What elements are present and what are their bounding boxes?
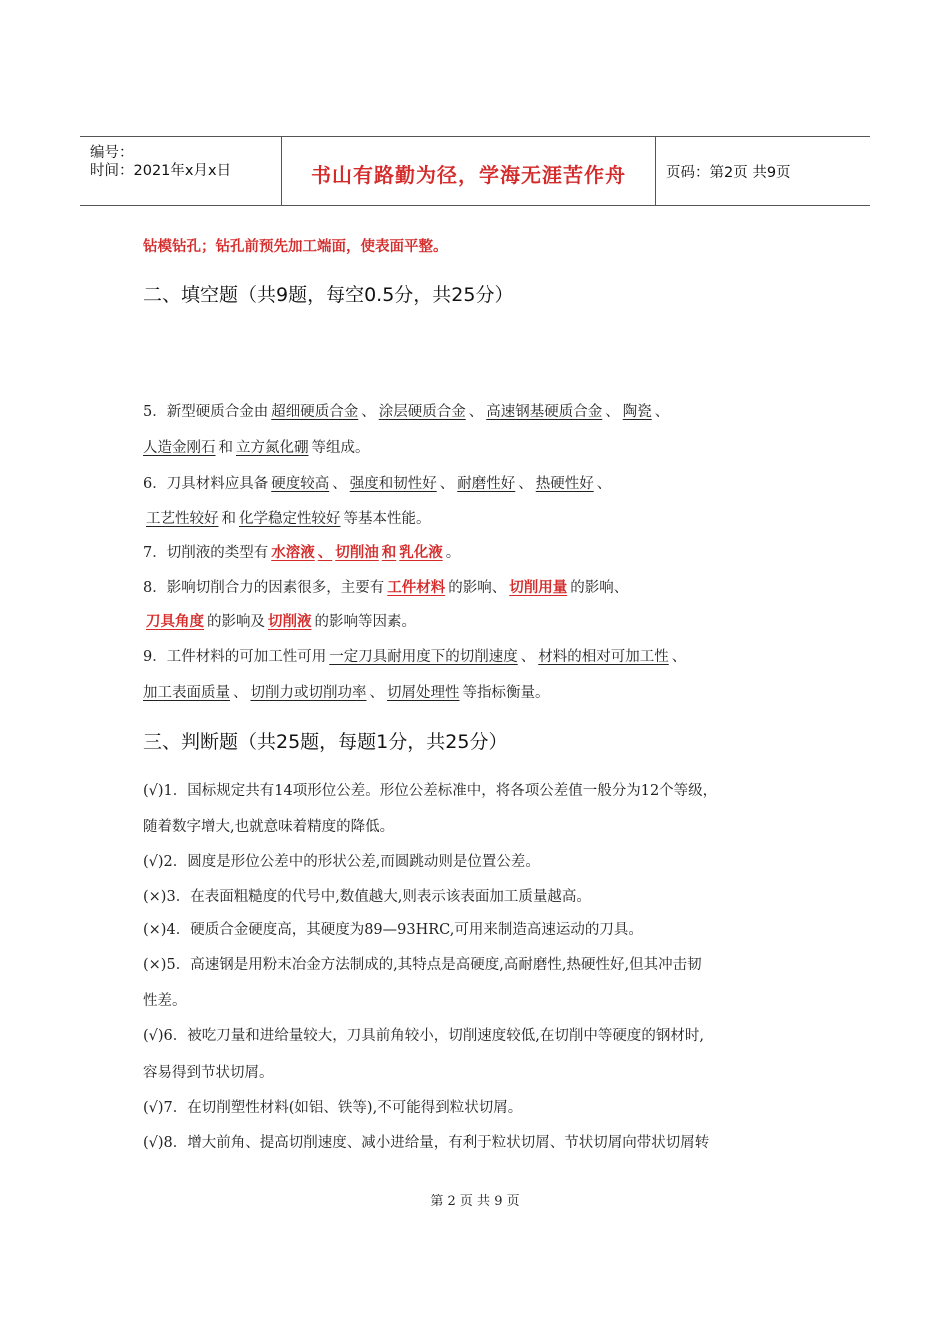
number-label: 编号：	[90, 145, 134, 161]
q8-line-1: 8．影响切削合力的因素很多，主要有 工件材料 的影响、 切削用量 的影响、	[143, 580, 629, 596]
q6-line-1: 6．刀具材料应具备 硬度较高 、 强度和韧性好 、 耐磨性好 、 热硬性好 、	[143, 476, 612, 492]
q7-answer-2: 切削油	[335, 545, 379, 561]
q7-answer-1: 水溶液	[271, 545, 315, 561]
q9-answer-4: 切削力或切削功率	[250, 685, 367, 701]
q8-line-2: 刀具角度 的影响及 切削液 的影响等因素。	[143, 610, 416, 631]
time-label: 时间：2021年x月x日	[90, 163, 232, 179]
judgement-line: (√)7．在切削塑性材料(如铝、铁等),不可能得到粒状切屑。	[143, 1100, 523, 1116]
q9-answer-2: 材料的相对可加工性	[538, 649, 669, 665]
judgement-line: 性差。	[143, 993, 187, 1009]
q6-answer-5: 工艺性较好	[146, 511, 219, 527]
judgement-line: (×)4．硬质合金硬度高，其硬度为89—93HRC,可用来制造高速运动的刀具。	[143, 922, 643, 938]
q8-answer-3: 刀具角度	[146, 614, 204, 630]
header-meta-cell	[80, 137, 280, 205]
q5-answer-2: 涂层硬质合金	[378, 404, 466, 420]
judgement-line: (×)5．高速钢是用粉末冶金方法制成的,其特点是高硬度,高耐磨性,热硬性好,但其冲击韧	[143, 957, 702, 973]
q5-answer-1: 超细硬质合金	[271, 404, 359, 420]
judgement-line: 随着数字增大,也就意味着精度的降低。	[143, 819, 395, 835]
q6-answer-4: 热硬性好	[535, 476, 594, 492]
q9-answer-1: 一定刀具耐用度下的切削速度	[329, 649, 518, 665]
section-2-title: 二、填空题（共9题，每空0.5分，共25分）	[143, 284, 514, 306]
q6-line-2: 工艺性较好 和 化学稳定性较好 等基本性能。	[143, 507, 431, 528]
judgement-line: (√)6．被吃刀量和进给量较大，刀具前角较小，切削速度较低,在切削中等硬度的钢材时,	[143, 1028, 704, 1044]
q8-answer-4: 切削液	[268, 614, 312, 630]
q6-answer-3: 耐磨性好	[457, 476, 516, 492]
q9-answer-3: 加工表面质量	[143, 685, 230, 701]
q5-line-1: 5．新型硬质合金由 超细硬质合金 、 涂层硬质合金 、 高速钢基硬质合金 、 陶瓷 、	[143, 404, 670, 420]
header-motto-cell	[281, 137, 656, 205]
q9-line-2: 加工表面质量 、 切削力或切削功率 、 切屑处理性 等指标衡量。	[143, 685, 550, 701]
header-page-cell	[656, 137, 870, 205]
q9-line-1: 9．工件材料的可加工性可用 一定刀具耐用度下的切削速度 、 材料的相对可加工性 、	[143, 649, 687, 665]
q5-answer-5: 人造金刚石	[143, 440, 216, 456]
judgement-line: (√)2．圆度是形位公差中的形状公差,而圆跳动则是位置公差。	[143, 854, 540, 870]
q6-answer-1: 硬度较高	[271, 476, 330, 492]
q5-answer-6: 立方氮化硼	[236, 440, 309, 456]
q7-answer-3: 乳化液	[399, 545, 443, 561]
q8-answer-2: 切削用量	[509, 580, 568, 596]
motto: 书山有路勤为径，学海无涯苦作舟	[311, 163, 626, 187]
q5-line-2: 人造金刚石 和 立方氮化硼 等组成。	[143, 440, 370, 456]
q8-answer-1: 工件材料	[387, 580, 446, 596]
judgement-line: (√)1．国标规定共有14项形位公差。形位公差标准中，将各项公差值一般分为12个等级，	[143, 783, 718, 799]
judgement-line: (×)3．在表面粗糙度的代号中,数值越大,则表示该表面加工质量越高。	[143, 889, 591, 905]
q7-line: 7．切削液的类型有 水溶液 、 切削油 和 乳化液 。	[143, 545, 461, 561]
page-code: 页码：第2页 共9页	[666, 165, 791, 181]
document-header	[80, 136, 870, 206]
page-footer: 第 2 页 共 9 页	[430, 1194, 520, 1209]
q5-answer-3: 高速钢基硬质合金	[486, 404, 603, 420]
judgement-line: (√)8．增大前角、提高切削速度、减小进给量，有利于粒状切屑、节状切屑向带状切屑转	[143, 1135, 710, 1151]
q6-answer-6: 化学稳定性较好	[239, 511, 341, 527]
red-note: 钻模钻孔；钻孔前预先加工端面，使表面平整。	[143, 239, 448, 255]
section-3-title: 三、判断题（共25题，每题1分，共25分）	[143, 731, 508, 753]
q6-answer-2: 强度和韧性好	[349, 476, 437, 492]
q9-answer-5: 切屑处理性	[387, 685, 460, 701]
judgement-line: 容易得到节状切屑。	[143, 1065, 274, 1081]
q5-answer-4: 陶瓷	[622, 404, 652, 420]
